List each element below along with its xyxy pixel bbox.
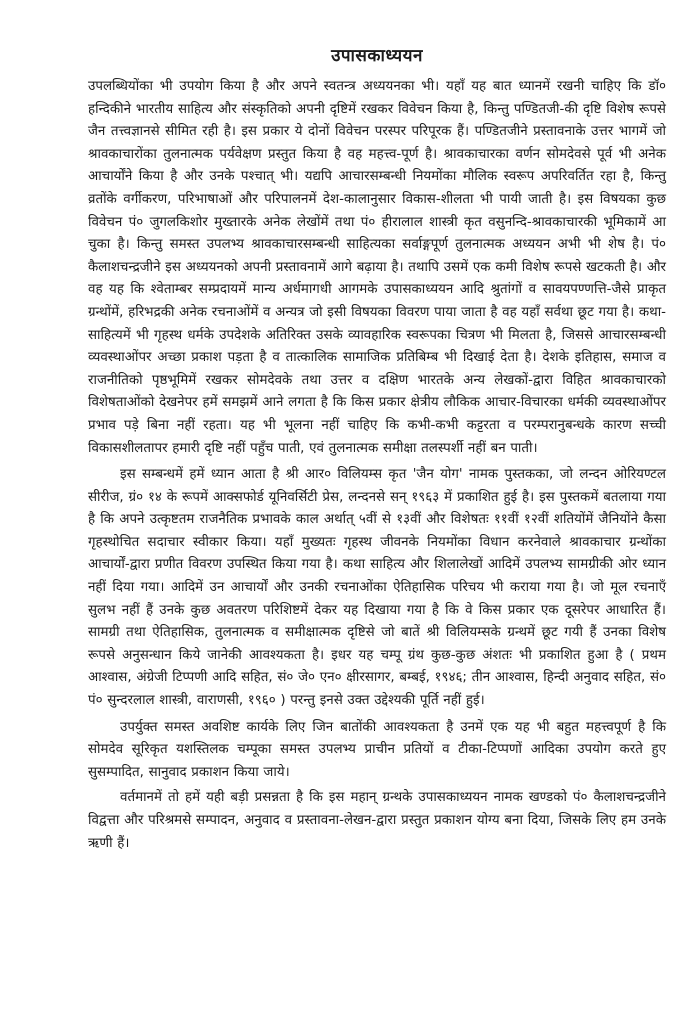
paragraph-3: उपर्युक्त समस्त अवशिष्ट कार्यके लिए जिन बातोंकी आवश्यकता है उनमें एक यह भी बहुत महत्त्वपूर्ण है कि सोमदेव सूरिकृत यशस्तिलक चम्पूका समस्त उपलभ्य प्राचीन प्रतियों व टीका-टिप्पणों आदिका उपयोग करते हुए सुसम्पादित, सानुवाद प्रकाशन किया जाये। — [88, 719, 666, 780]
paragraph-2: इस सम्बन्धमें हमें ध्यान आता है श्री आर० विलियम्स कृत 'जैन योग' नामक पुस्तकका, जो लन्दन ओरियण्टल सीरीज, ग्रं० १४ के रूपमें आक्सफोर्ड यूनिवर्सिटी प्रेस, लन्दनसे सन् १९६३ में प्रकाशित हुई है। इस पुस्तकमें बतलाया गया है कि अपने उत्कृष्टतम राजनैतिक प्रभावके काल अर्थात् ५वीं से १३वीं और विशेषतः ११वीं १२वीं शतियोंमें जैनियोंने कैसा गृहस्थोचित सदाचार स्वीकार किया। यहाँ मुख्यतः गृहस्थ जीवनके नियमोंका विधान करनेवाले श्रावकाचार ग्रन्थोंका आचार्यों-द्वारा प्रणीत विवरण उपस्थित किया गया है। कथा साहित्य और शिलालेखों आदिमें उपलभ्य सामग्रीकी ओर ध्यान नहीं दिया गया। आदिमें उन आचार्यों और उनकी रचनाओंका ऐतिहासिक परिचय भी कराया गया है। जो मूल रचनाएँ सुलभ नहीं हैं उनके कुछ अवतरण परिशिष्टमें देकर यह दिखाया गया है कि वे किस प्रकार एक दूसरेपर आधारित हैं। सामग्री तथा ऐतिहासिक, तुलनात्मक व समीक्षात्मक दृष्टिसे जो बातें श्री विलियम्सके ग्रन्थमें छूट गयी हैं उनका विशेष रूपसे अनुसन्धान किये जानेकी आवश्यकता है। इधर यह चम्पू ग्रंथ कुछ-कुछ अंशतः भी प्रकाशित हुआ है ( प्रथम आश्वास, अंग्रेजी टिप्पणी आदि सहित, सं० जे० एन० क्षीरसागर, बम्बई, १९४६; तीन आश्वास, हिन्दी अनुवाद सहित, सं० पं० सुन्दरलाल शास्त्री, वाराणसी, १९६० ) परन्तु इनसे उक्त उद्देश्यकी पूर्ति नहीं हुई। — [88, 467, 666, 709]
document-page — [88, 44, 666, 855]
page-header-title: उपासकाध्ययन — [331, 46, 423, 66]
paragraph-4: वर्तमानमें तो हमें यही बड़ी प्रसन्नता है कि इस महान् ग्रन्थके उपासकाध्ययन नामक खण्डको पं० कैलाशचन्द्रजीने विद्वत्ता और परिश्रमसे सम्पादन, अनुवाद व प्रस्तावना-लेखन-द्वारा प्रस्तुत प्रकाशन योग्य बना दिया, जिसके लिए हम उनके ऋणी हैं। — [88, 790, 666, 851]
paragraph-1: उपलब्धियोंका भी उपयोग किया है और अपने स्वतन्त्र अध्ययनका भी। यहाँ यह बात ध्यानमें रखनी चाहिए कि डॉ० हन्दिकीने भारतीय साहित्य और संस्कृतिको अपनी दृष्टिमें रखकर विवेचन किया है, किन्तु पण्डितजी-की दृष्टि विशेष रूपसे जैन तत्त्वज्ञानसे सीमित रही है। इस प्रकार ये दोनों विवेचन परस्पर परिपूरक हैं। पण्डितजीने प्रस्तावनाके उत्तर भागमें जो श्रावकाचारोंका तुलनात्मक पर्यवेक्षण प्रस्तुत किया है वह महत्त्व-पूर्ण है। श्रावकाचारका वर्णन सोमदेवसे पूर्व भी अनेक आचार्योंने किया है और उनके पश्चात् भी। यद्यपि आचारसम्बन्धी नियमोंका मौलिक स्वरूप अपरिवर्तित रहा है, किन्तु व्रतोंके वर्गीकरण, परिभाषाओं और परिपालनमें देश-कालानुसार विकास-शीलता भी पायी जाती है। इस विषयका कुछ विवेचन पं० जुगलकिशोर मुख्तारके अनेक लेखोंमें तथा पं० हीरालाल शास्त्री कृत वसुनन्दि-श्रावकाचारकी भूमिकामें आ चुका है। किन्तु समस्त उपलभ्य श्रावकाचारसम्बन्धी साहित्यका सर्वाङ्गपूर्ण तुलनात्मक अध्ययन अभी भी शेष है। पं० कैलाशचन्द्रजीने इस अध्ययनको अपनी प्रस्तावनामें आगे बढ़ाया है। तथापि उसमें एक कमी विशेष रूपसे खटकती है। और वह यह कि श्वेताम्बर सम्प्रदायमें मान्य अर्धमागधी आगमके उपासकाध्ययन आदि श्रुतांगों व सावयपण्णत्ति-जैसे प्राकृत ग्रन्थोंमें, हरिभद्रकी अनेक रचनाओंमें व अन्यत्र जो इसी विषयका विवरण पाया जाता है वह यहाँ सर्वथा छूट गया है। कथा-साहित्यमें भी गृहस्थ धर्मके उपदेशके अतिरिक्त उसके व्यावहारिक स्वरूपका चित्रण भी मिलता है, जिससे आचारसम्बन्धी व्यवस्थाओंपर अच्छा प्रकाश पड़ता है व तात्कालिक सामाजिक प्रतिबिम्ब भी दिखाई देता है। देशके इतिहास, समाज व राजनीतिको पृष्ठभूमिमें रखकर सोमदेवके तथा उत्तर व दक्षिण भारतके अन्य लेखकों-द्वारा विहित श्रावकाचारको विशेषताओंको देखनेपर हमें समझमें आने लगता है कि किस प्रकार क्षेत्रीय लौकिक आचार-विचारका धर्मकी व्यवस्थाओंपर प्रभाव पड़े बिना नहीं रहता। यह भी भूलना नहीं चाहिए कि कभी-कभी कट्टरता व परम्परानुबन्धके कारण सच्ची विकासशीलतापर हमारी दृष्टि नहीं पहुँच पाती, एवं तुलनात्मक समीक्षा तलस्पर्शी नहीं बन पाती। — [88, 79, 666, 456]
